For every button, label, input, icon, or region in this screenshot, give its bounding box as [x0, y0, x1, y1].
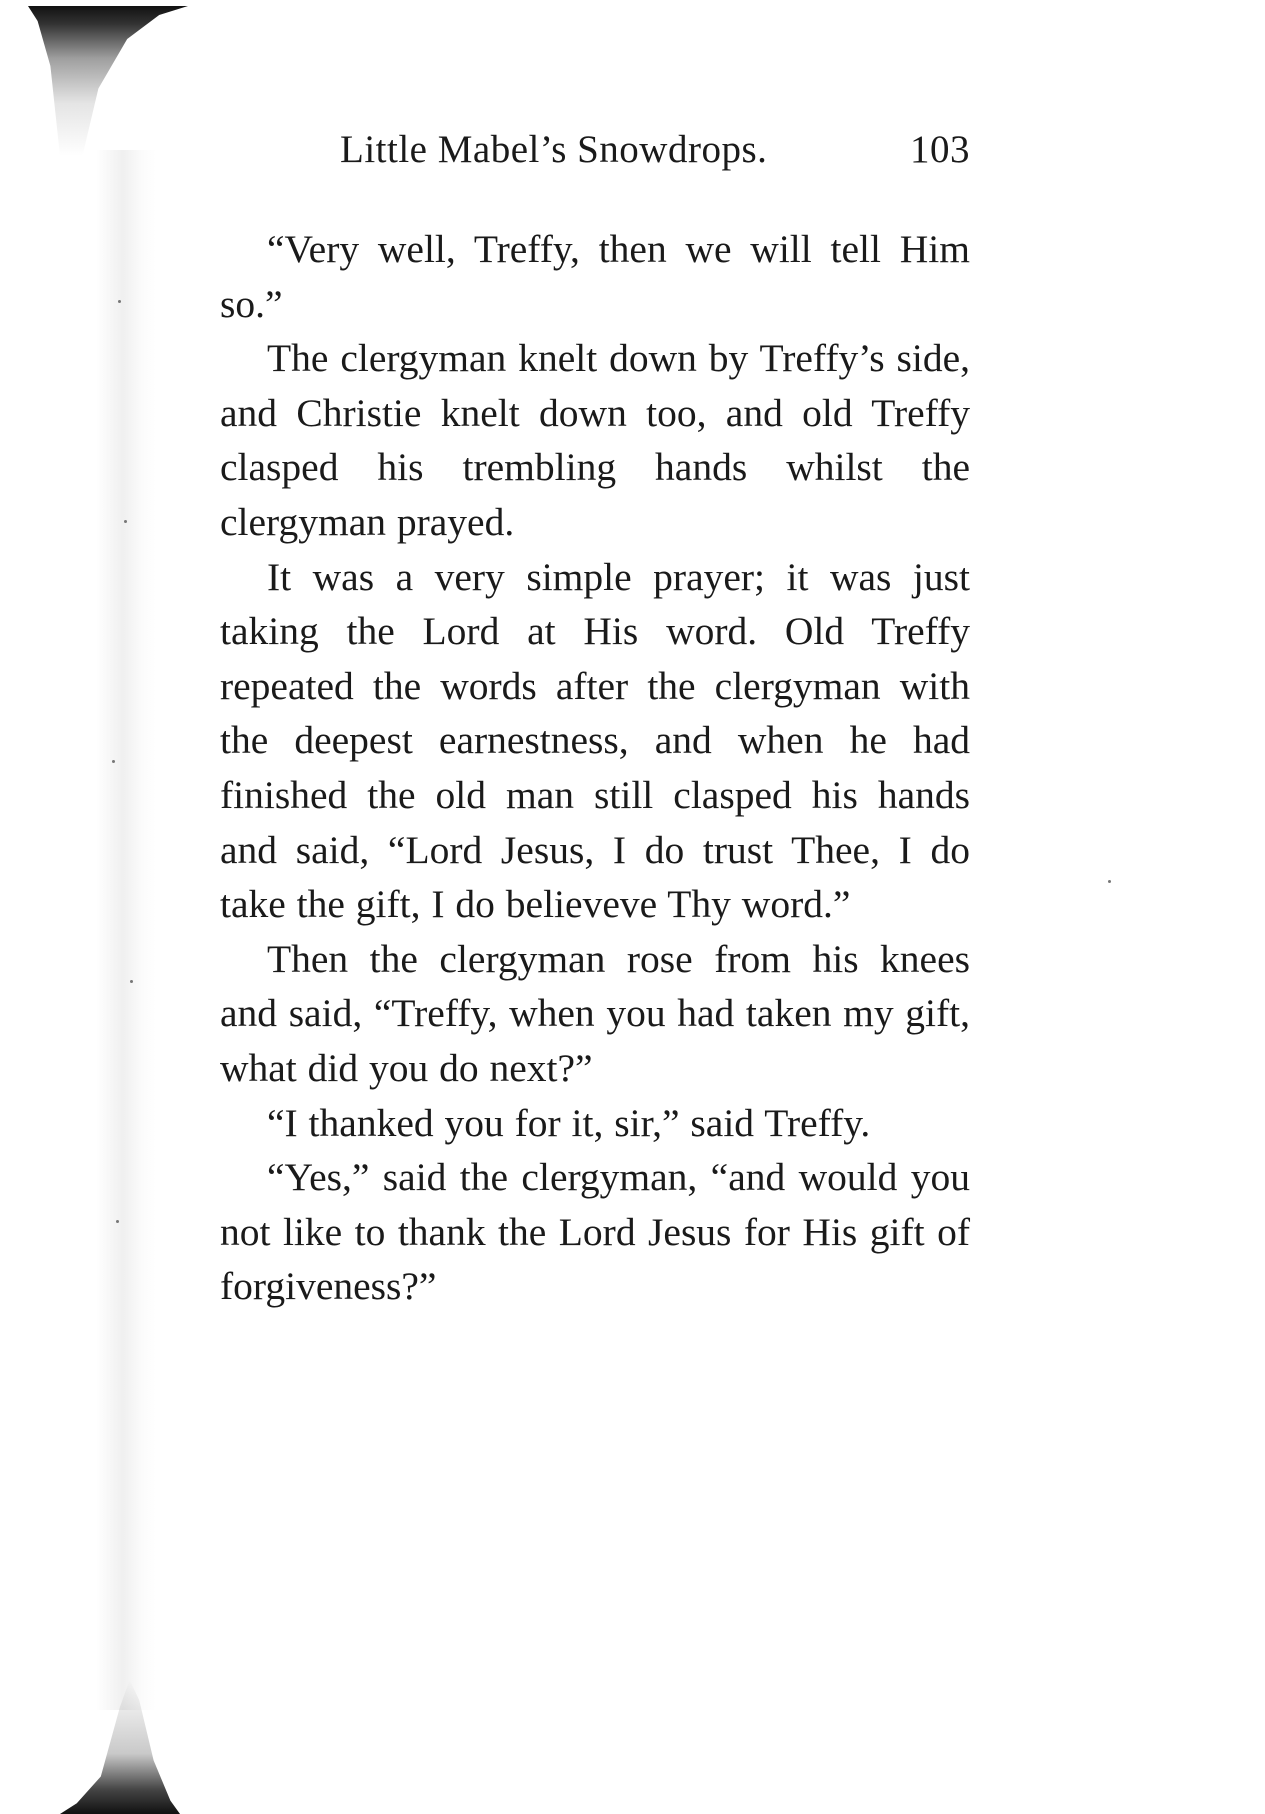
scan-speck: [130, 980, 133, 983]
paragraph-4: Then the clergyman rose from his knees and said, “Treffy, when you had taken my gift, what did you do next?”: [220, 936, 970, 1090]
scan-speck: [1108, 880, 1111, 883]
scan-speck: [118, 300, 121, 303]
scan-shadow-top: [28, 6, 188, 156]
paragraph-2: The clergyman knelt down by Treffy’s side, and Christie knelt down too, and old Treffy clasped his trembling hands whilst the clergyman prayed.: [220, 336, 970, 544]
body-text: [220, 222, 970, 1314]
scan-speck: [124, 520, 127, 523]
paragraph-5: “I thanked you for it, sir,” said Treffy.: [267, 1100, 871, 1145]
running-head-title: Little Mabel’s Snowdrops.: [340, 128, 768, 171]
paragraph-6: “Yes,” said the clergyman, “and would you not like to thank the Lord Jesus for His gift of forgiveness?”: [220, 1155, 970, 1309]
running-head: [340, 120, 970, 180]
paragraph-1: “Very well, Treffy, then we will tell Him so.”: [220, 227, 970, 326]
page-number: 103: [910, 128, 970, 171]
paragraph-3: It was a very simple prayer; it was just taking the Lord at His word. Old Treffy repeated the words after the clergyman with the deepest earnestness, and when he had finished the old man still clasped his hands and said, “Lord Jesus, I do trust Thee, I do take the gift, I do believeve Thy word.”: [220, 554, 970, 927]
scan-speck: [116, 1220, 119, 1223]
scan-speck: [112, 760, 115, 763]
scan-binding-edge: [96, 150, 156, 1710]
